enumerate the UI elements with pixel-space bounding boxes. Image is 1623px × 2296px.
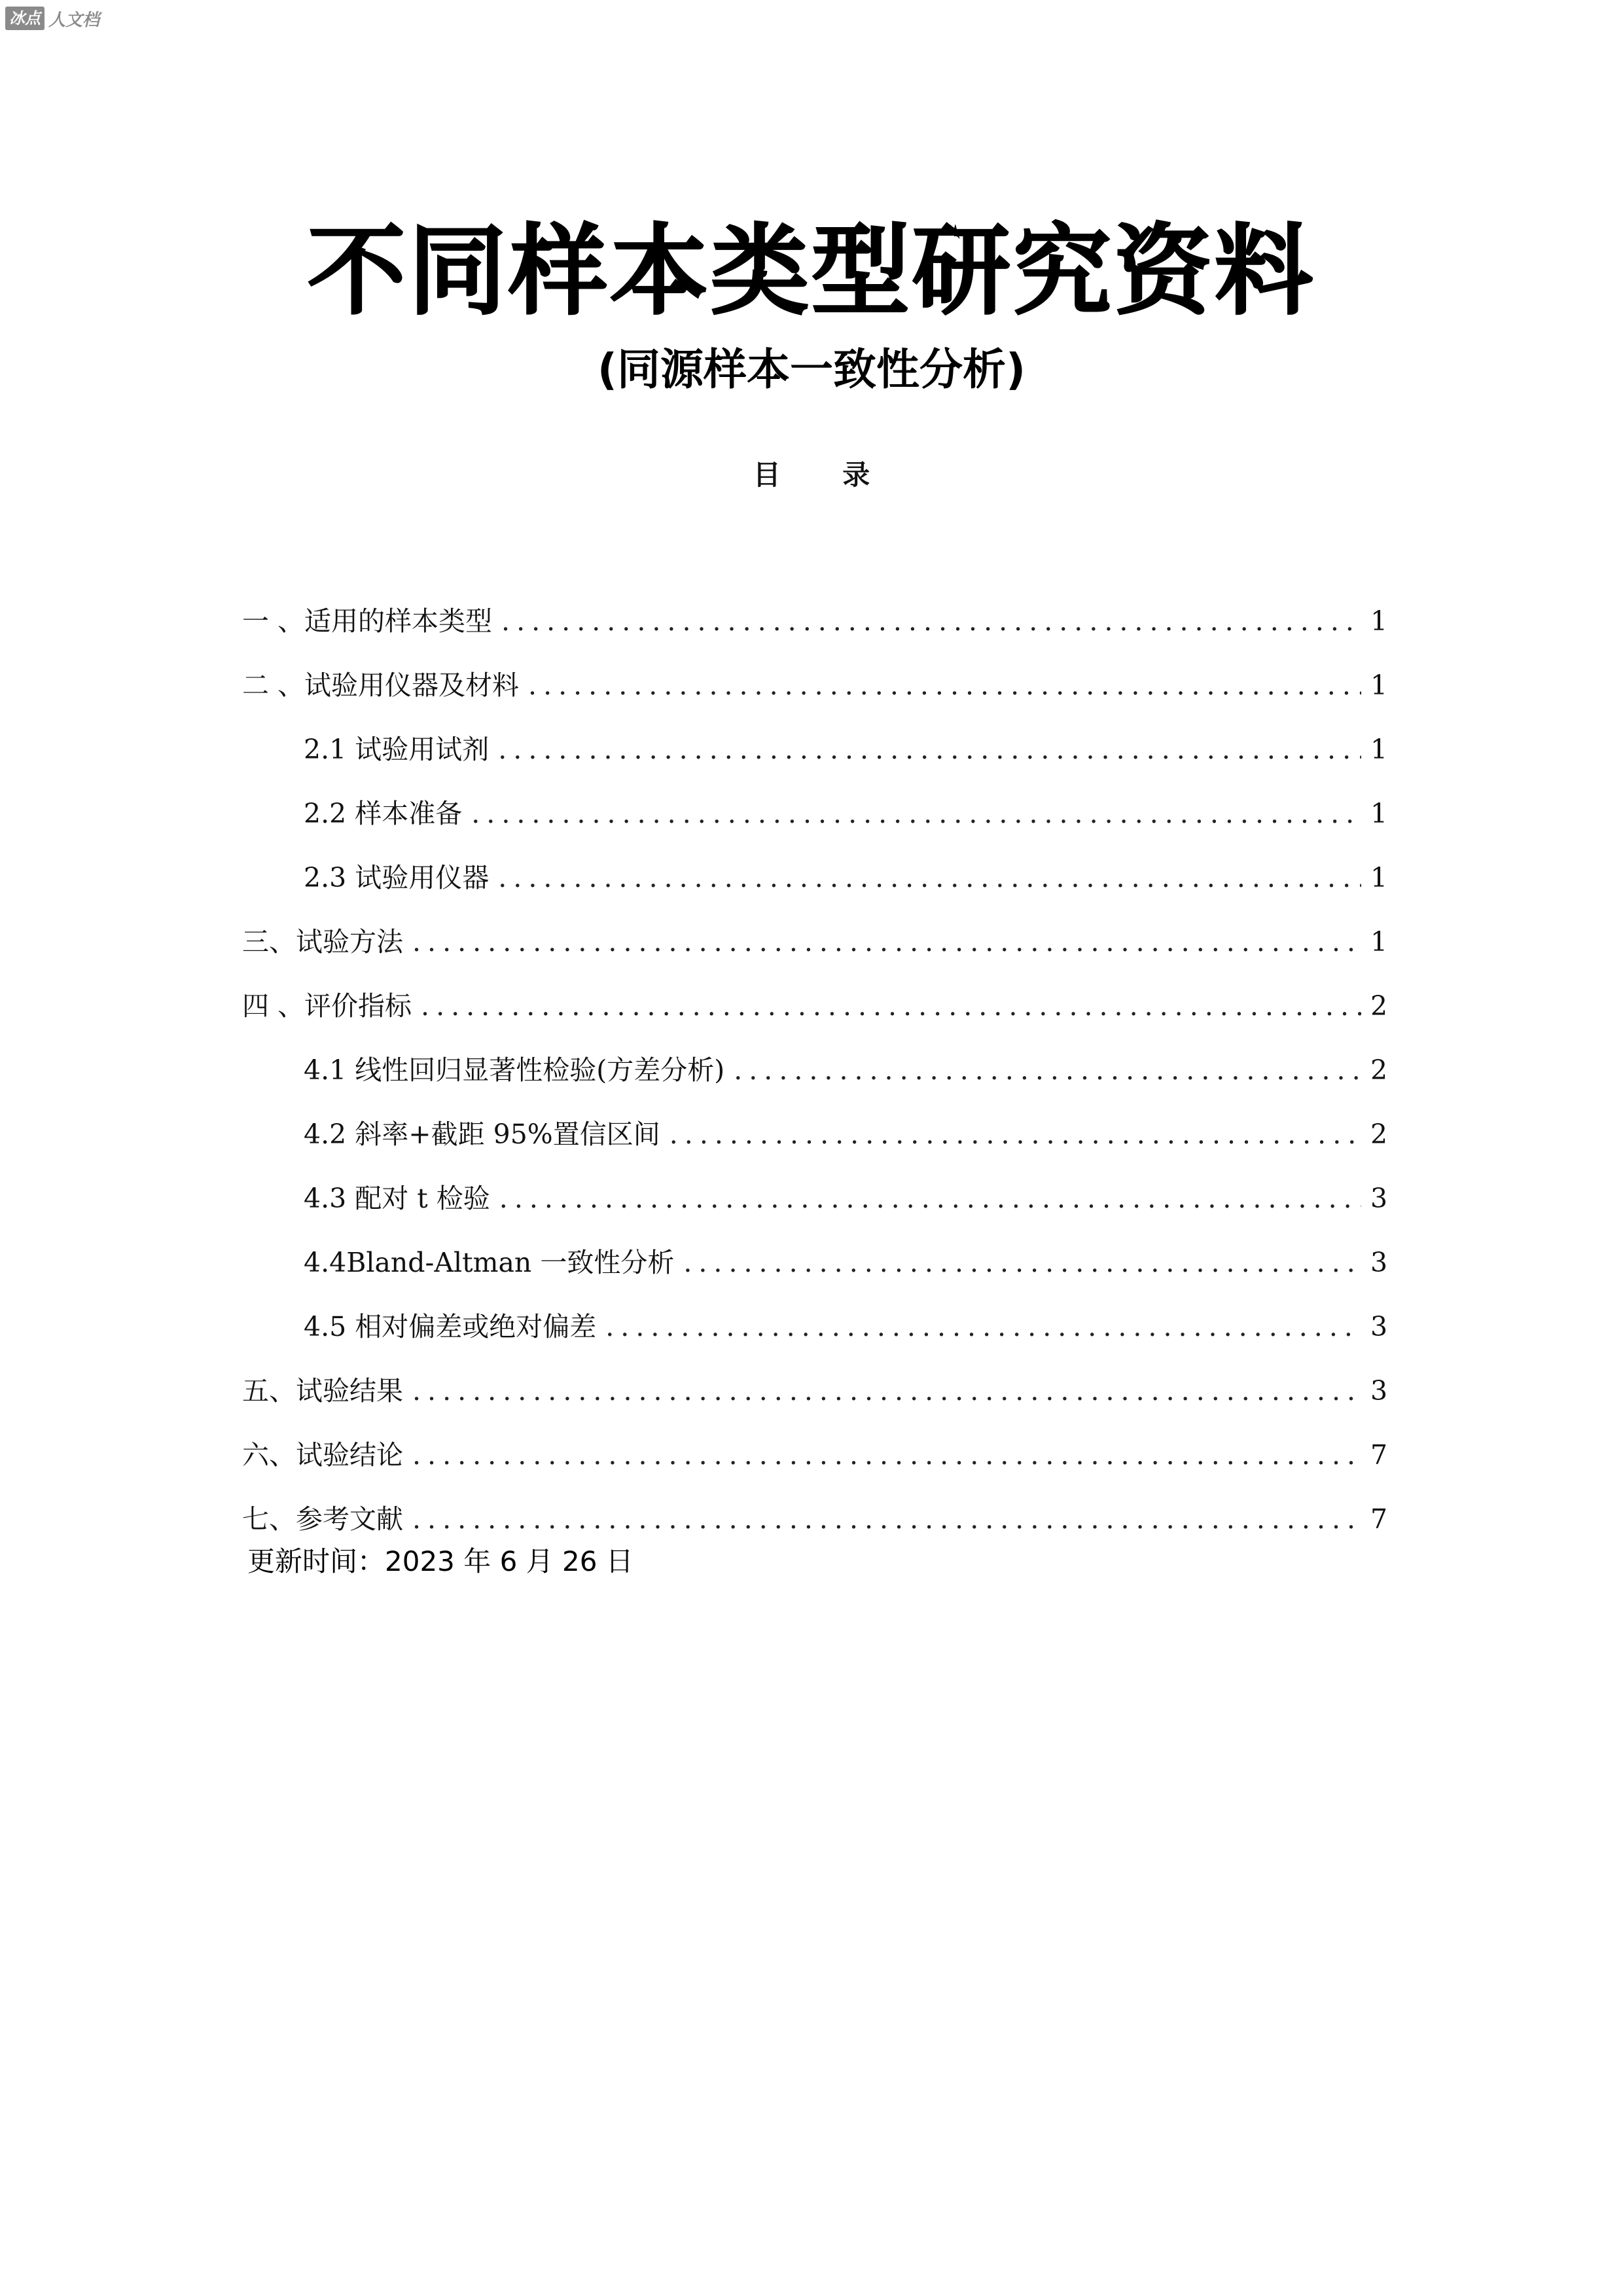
toc-entry-page: 7 <box>1370 1503 1388 1535</box>
toc-entry-label: 七、参考文献 <box>242 1503 403 1535</box>
toc-leader-dots <box>501 589 1361 653</box>
toc-leader-dots <box>605 1295 1361 1359</box>
toc-entry-page: 1 <box>1370 862 1388 893</box>
document-title: 不同样本类型研究资料 <box>307 215 1315 329</box>
toc-entry-label: 四 、评价指标 <box>242 990 412 1022</box>
table-of-contents <box>242 589 1387 1551</box>
toc-entry[interactable] <box>242 974 1387 1038</box>
toc-leader-dots <box>669 1102 1361 1166</box>
toc-entry[interactable] <box>242 910 1387 974</box>
toc-entry-label: 4.3 配对 t 检验 <box>304 1183 490 1214</box>
toc-entry-page: 3 <box>1370 1311 1388 1342</box>
toc-entry-page: 2 <box>1370 1119 1388 1150</box>
toc-entry-page: 1 <box>1370 926 1388 958</box>
toc-leader-dots <box>412 910 1361 974</box>
toc-leader-dots <box>412 1423 1361 1487</box>
toc-entry[interactable] <box>242 781 1387 846</box>
toc-entry-page: 3 <box>1370 1247 1388 1278</box>
toc-entry[interactable] <box>242 1359 1387 1423</box>
toc-leader-dots <box>528 653 1361 717</box>
toc-entry-label: 2.3 试验用仪器 <box>304 862 490 893</box>
toc-entry[interactable] <box>242 717 1387 781</box>
toc-entry-label: 三、试验方法 <box>242 926 403 958</box>
toc-entry-label: 一 、适用的样本类型 <box>242 605 493 637</box>
watermark-logo <box>5 5 99 31</box>
document-subtitle: (同源样本一致性分析) <box>597 344 1026 395</box>
toc-entry-label: 4.2 斜率+截距 95%置信区间 <box>304 1119 660 1150</box>
toc-entry-label: 六、试验结论 <box>242 1439 403 1471</box>
toc-leader-dots <box>498 846 1361 910</box>
toc-entry[interactable] <box>242 589 1387 653</box>
toc-entry-label: 二 、试验用仪器及材料 <box>242 670 520 701</box>
toc-entry-page: 2 <box>1370 990 1388 1022</box>
toc-entry-label: 4.5 相对偏差或绝对偏差 <box>304 1311 597 1342</box>
toc-entry-label: 4.1 线性回归显著性检验(方差分析) <box>304 1054 725 1086</box>
toc-leader-dots <box>421 974 1361 1038</box>
toc-heading: 目 录 <box>753 459 897 491</box>
toc-leader-dots <box>498 717 1361 781</box>
toc-entry-page: 1 <box>1370 670 1388 701</box>
toc-leader-dots <box>683 1230 1361 1295</box>
toc-entry-label: 五、试验结果 <box>242 1375 403 1407</box>
toc-leader-dots <box>471 781 1361 846</box>
toc-entry[interactable] <box>242 1166 1387 1230</box>
update-date: 更新时间：2023 年 6 月 26 日 <box>247 1545 633 1577</box>
toc-entry-page: 1 <box>1370 734 1388 765</box>
toc-entry[interactable] <box>242 653 1387 717</box>
toc-entry-label: 2.1 试验用试剂 <box>304 734 490 765</box>
toc-entry[interactable] <box>242 1102 1387 1166</box>
toc-entry-label: 2.2 样本准备 <box>304 798 463 829</box>
toc-entry-page: 1 <box>1370 605 1388 637</box>
toc-entry-page: 3 <box>1370 1375 1388 1407</box>
toc-entry-page: 1 <box>1370 798 1388 829</box>
toc-entry[interactable] <box>242 1295 1387 1359</box>
toc-entry[interactable] <box>242 1230 1387 1295</box>
watermark-logo-text: 人文档 <box>48 10 100 30</box>
toc-entry[interactable] <box>242 1038 1387 1102</box>
toc-leader-dots <box>412 1359 1361 1423</box>
toc-leader-dots <box>734 1038 1361 1102</box>
toc-entry[interactable] <box>242 846 1387 910</box>
toc-leader-dots <box>499 1166 1361 1230</box>
toc-entry-page: 3 <box>1370 1183 1388 1214</box>
toc-entry-page: 7 <box>1370 1439 1388 1471</box>
watermark-logo-box: 冰点 <box>5 7 45 30</box>
toc-entry[interactable] <box>242 1423 1387 1487</box>
toc-entry-page: 2 <box>1370 1054 1388 1086</box>
toc-entry-label: 4.4Bland-Altman 一致性分析 <box>304 1247 675 1278</box>
